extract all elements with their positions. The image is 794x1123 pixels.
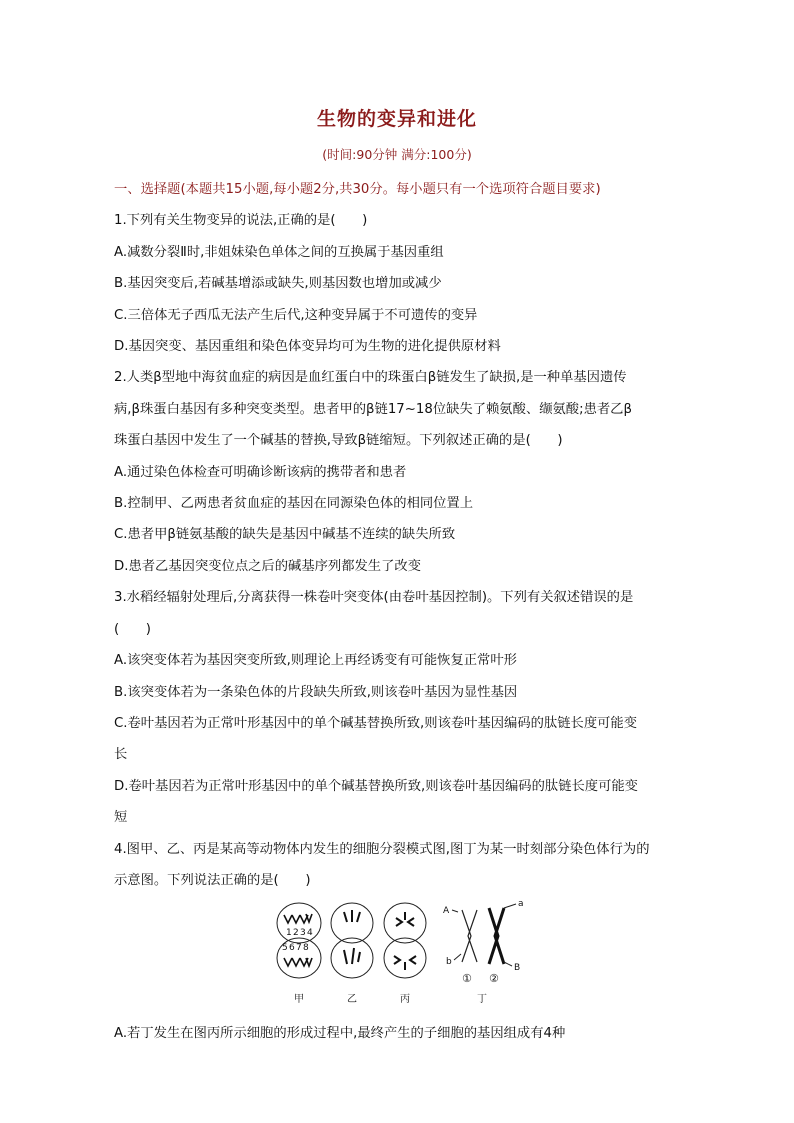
question-stem: 示意图。下列说法正确的是( ) [114,872,311,888]
option-c: C.三倍体无子西瓜无法产生后代,这种变异属于不可遗传的变异 [114,307,478,323]
option-b: B.基因突变后,若碱基增添或缺失,则基因数也增加或减少 [114,276,442,292]
gene-label: A [443,906,450,917]
chromosome-id: ① [462,972,472,986]
cell-jia [277,903,321,978]
cell-division-diagram [272,900,532,1015]
figure-label-ding: 丁 [477,994,487,1006]
option-a: A.通过染色体检查可明确诊断该病的携带者和患者 [114,464,407,480]
page-title: 生物的变异和进化 [316,108,477,130]
chromosome-id: ② [489,972,499,986]
chromosome-number: 2 [293,928,299,939]
option-d: D.患者乙基因突变位点之后的碱基序列都发生了改变 [114,558,421,574]
option-c: C.患者甲β链氨基酸的缺失是基因中碱基不连续的缺失所致 [114,527,456,543]
question-stem: 1.下列有关生物变异的说法,正确的是( ) [114,213,368,229]
cell-division-figure [114,896,684,1018]
chromosome-number: 5 [282,943,288,954]
chromosome-number: 3 [300,928,306,939]
question-stem: 4.图甲、乙、丙是某高等动物体内发生的细胞分裂模式图,图丁为某一时刻部分染色体行为的 [114,841,650,857]
question-stem: 3.水稻经辐射处理后,分离获得一株卷叶突变体(由卷叶基因控制)。下列有关叙述错误的是 [114,590,634,606]
option-c: 长 [114,747,128,763]
question-4 [114,834,684,1050]
option-b: B.该突变体若为一条染色体的片段缺失所致,则该卷叶基因为显性基因 [114,684,518,700]
exam-info: (时间:90分钟 满分:100分) [322,147,472,162]
chromosome-pair-ding [443,900,524,985]
question-2 [114,362,684,582]
option-a: A.减数分裂Ⅱ时,非姐妹染色单体之间的互换属于基因重组 [114,244,444,260]
question-stem: 病,β珠蛋白基因有多种突变类型。患者甲的β链17~18位缺失了赖氨酸、缬氨酸;患者乙β [114,401,632,417]
figure-label-bing: 丙 [400,994,410,1006]
question-3 [114,582,684,833]
section-heading: 一、选择题(本题共15小题,每小题2分,共30分。每小题只有一个选项符合题目要求) [114,182,601,197]
chromosome-number: 4 [307,928,313,939]
question-stem: 珠蛋白基因中发生了一个碱基的替换,导致β链缩短。下列叙述正确的是( ) [114,433,563,449]
cell-yi [331,903,373,978]
gene-label: B [514,963,521,974]
option-c: C.卷叶基因若为正常叶形基因中的单个碱基替换所致,则该卷叶基因编码的肽链长度可能变 [114,715,638,731]
figure-label-yi: 乙 [347,994,357,1006]
cell-bing [384,903,426,978]
question-stem: ( ) [114,621,151,637]
option-b: B.控制甲、乙两患者贫血症的基因在同源染色体的相同位置上 [114,496,474,512]
question-1 [114,205,684,362]
figure-label-jia: 甲 [294,994,304,1006]
option-d: D.基因突变、基因重组和染色体变异均可为生物的进化提供原材料 [114,339,501,355]
question-stem: 2.人类β型地中海贫血症的病因是血红蛋白中的珠蛋白β链发生了缺损,是一种单基因遗传 [114,370,627,386]
option-d: D.卷叶基因若为正常叶形基因中的单个碱基替换所致,则该卷叶基因编码的肽链长度可能变 [114,778,638,794]
chromosome-number: 6 [289,943,295,954]
chromosome-number: 1 [286,928,292,939]
option-d: 短 [114,810,128,826]
exam-content [114,174,684,1050]
chromosome-number: 8 [303,943,309,954]
option-a: A.该突变体若为基因突变所致,则理论上再经诱变有可能恢复正常叶形 [114,653,517,669]
gene-label: a [518,900,524,910]
gene-label: b [446,957,452,968]
chromosome-number: 7 [296,943,302,954]
option-a: A.若丁发生在图丙所示细胞的形成过程中,最终产生的子细胞的基因组成有4种 [114,1026,566,1042]
